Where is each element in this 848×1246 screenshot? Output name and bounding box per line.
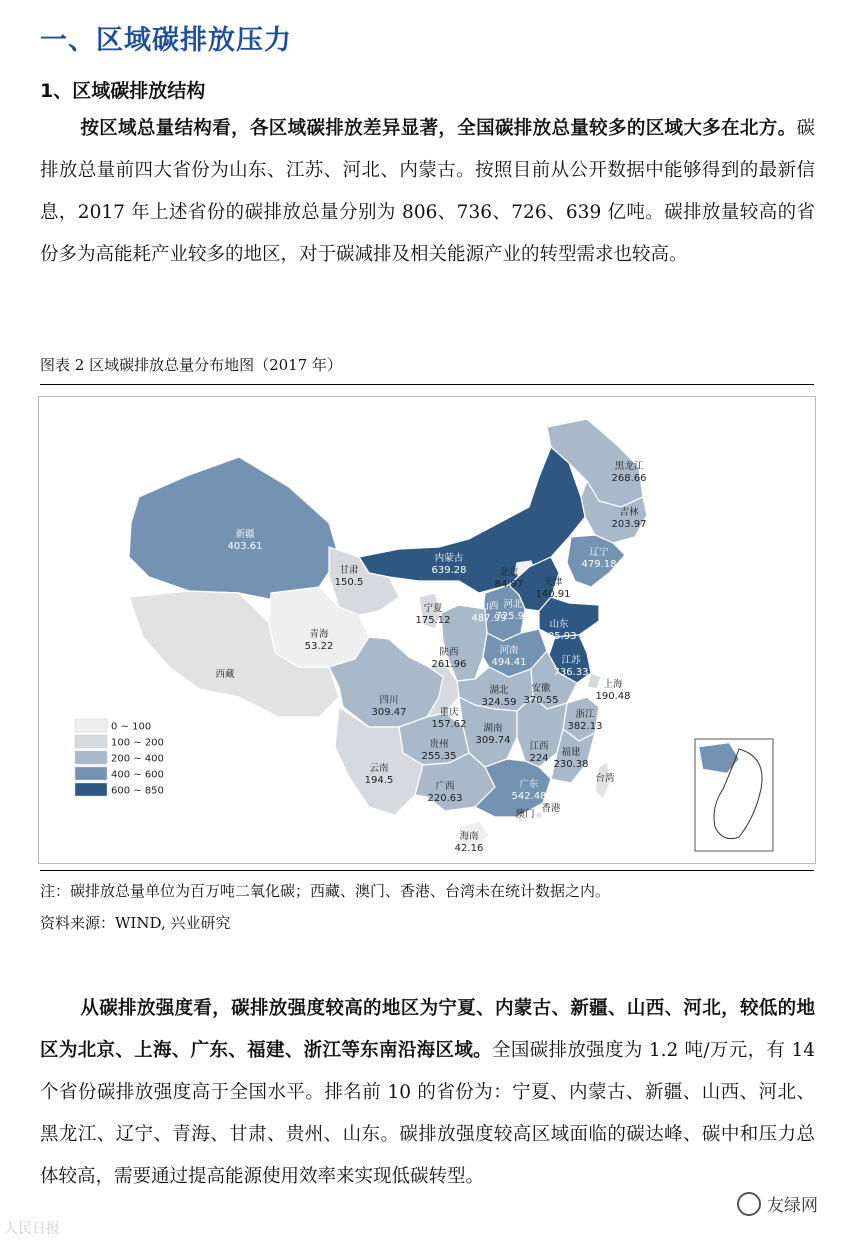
province-name-label: 湖北	[489, 685, 509, 696]
legend-label: 100 ~ 200	[111, 737, 164, 749]
province-value-label: 140.91	[535, 589, 571, 600]
province-value-label: 382.13	[567, 721, 603, 732]
province-name-label: 山东	[549, 619, 569, 630]
province-name-label: 广东	[519, 779, 539, 790]
province-17	[587, 673, 601, 689]
legend-label: 600 ~ 850	[111, 785, 164, 797]
province-value-label: 42.16	[454, 843, 484, 854]
province-value-label: 494.41	[491, 657, 527, 668]
south-china-sea-inset	[695, 739, 773, 851]
province-name-label: 陕西	[439, 647, 459, 658]
province-value-label: 268.66	[611, 473, 647, 484]
province-name-label: 河北	[503, 599, 523, 610]
legend-label: 200 ~ 400	[111, 753, 164, 765]
section-heading: 一、区域碳排放压力	[40, 25, 292, 56]
province-value-label: 194.5	[364, 775, 394, 786]
province-name-label: 广西	[435, 781, 455, 792]
province-value-label: 220.63	[427, 793, 463, 804]
province-name-label: 上海	[603, 679, 623, 690]
data-source: 资料来源：WIND, 兴业研究	[40, 914, 231, 932]
figure-caption: 图表 2 区域碳排放总量分布地图（2017 年）	[40, 356, 343, 374]
province-name-label: 福建	[561, 747, 581, 758]
map-frame	[38, 396, 816, 864]
paragraph-intensity	[40, 988, 815, 1198]
province-value-label: 150.5	[334, 577, 364, 588]
province-name-label: 山西	[479, 601, 499, 612]
province-name-label: 西藏	[215, 669, 235, 680]
map-note: 注：碳排放总量单位为百万吨二氧化碳；西藏、澳门、香港、台湾未在统计数据之内。	[40, 882, 611, 900]
china-emissions-map	[39, 397, 815, 863]
subsection-heading: 1、区域碳排放结构	[40, 80, 206, 102]
province-value-label: 487.99	[471, 613, 507, 624]
province-value-label: 805.93	[541, 631, 577, 642]
province-value-label: 230.38	[553, 759, 589, 770]
paragraph-bold-lead: 从碳排放强度看，碳排放强度较高的地区为宁夏、内蒙古、新疆、山西、河北，较低的地区为北京、上海、广东、福建、浙江等东南沿海区域。	[40, 998, 815, 1061]
watermark-left: 人民日报	[4, 1221, 60, 1237]
province-name-label: 湖南	[483, 723, 503, 734]
province-name-label: 云南	[369, 763, 389, 774]
province-value-label: 261.96	[431, 659, 467, 670]
legend-swatch	[75, 783, 107, 796]
province-name-label: 贵州	[429, 739, 449, 750]
province-name-label: 河南	[499, 645, 519, 656]
province-name-label: 重庆	[439, 707, 459, 718]
legend-swatch	[75, 767, 107, 780]
legend-swatch	[75, 735, 107, 748]
province-name-label: 内蒙古	[434, 553, 464, 564]
province-value-label: 84.97	[494, 579, 524, 590]
province-name-label: 新疆	[235, 529, 255, 540]
province-value-label: 203.97	[611, 519, 647, 530]
wechat-icon	[737, 1192, 761, 1216]
province-name-label: 香港	[541, 803, 561, 814]
watermark-right	[737, 1191, 818, 1216]
province-value-label: 190.48	[595, 691, 631, 702]
paragraph-body: 碳排放总量前四大省份为山东、江苏、河北、内蒙古。按照目前从公开数据中能够得到的最新信息，2017 年上述省份的碳排放总量分别为 806、736、726、639 亿吨。碳排放量较高的省份多为高能耗产业较多的地区，对于碳减排及相关能源产业的转型需求也较高。	[40, 118, 815, 265]
province-name-label: 澳门	[515, 809, 535, 820]
province-name-label: 吉林	[619, 507, 639, 518]
legend-swatch	[75, 719, 107, 732]
province-value-label: 224	[529, 753, 549, 764]
paragraph-structure	[40, 108, 815, 276]
province-value-label: 53.22	[304, 641, 334, 652]
province-value-label: 639.28	[431, 565, 467, 576]
province-name-label: 黑龙江	[614, 461, 644, 472]
province-value-label: 309.47	[371, 707, 407, 718]
province-name-label: 青海	[309, 629, 329, 640]
province-value-label: 175.12	[415, 615, 451, 626]
province-value-label: 157.62	[431, 719, 467, 730]
province-name-label: 江苏	[561, 655, 581, 666]
province-name-label: 台湾	[595, 773, 615, 784]
paragraph-body: 全国碳排放强度为 1.2 吨/万元，有 14 个省份碳排放强度高于全国水平。排名前 10 的省份为：宁夏、内蒙古、新疆、山西、河北、黑龙江、辽宁、青海、甘肃、贵州、山东。碳排放强度较高区域面临的碳达峰、碳中和压力总体较高，需要通过提高能源使用效率来实现低碳转型。	[40, 1040, 815, 1187]
map-bottom-rule	[40, 870, 814, 871]
province-value-label: 309.74	[475, 735, 511, 746]
legend-label: 0 ~ 100	[111, 721, 152, 733]
province-name-label: 海南	[459, 831, 479, 842]
province-value-label: 479.18	[581, 559, 617, 570]
province-name-label: 北京	[499, 567, 519, 578]
province-name-label: 辽宁	[589, 547, 609, 558]
province-name-label: 安徽	[531, 683, 551, 694]
province-name-label: 天津	[543, 577, 563, 588]
paragraph-bold-lead: 按区域总量结构看，各区域碳排放差异显著，全国碳排放总量较多的区域大多在北方。	[80, 118, 797, 139]
province-name-label: 江西	[529, 741, 549, 752]
province-value-label: 324.59	[481, 697, 517, 708]
province-value-label: 255.35	[421, 751, 457, 762]
province-value-label: 736.33	[553, 667, 589, 678]
province-name-label: 浙江	[575, 709, 595, 720]
province-name-label: 甘肃	[339, 565, 359, 576]
province-value-label: 725.92	[495, 611, 531, 622]
province-4	[129, 457, 339, 601]
province-value-label: 542.48	[511, 791, 547, 802]
province-name-label: 宁夏	[423, 603, 443, 614]
province-value-label: 403.61	[227, 541, 263, 552]
province-value-label: 370.55	[523, 695, 559, 706]
watermark-right-text: 友绿网	[767, 1196, 818, 1216]
province-name-label: 四川	[379, 695, 399, 706]
caption-rule	[40, 384, 814, 385]
legend-label: 400 ~ 600	[111, 769, 164, 781]
legend-swatch	[75, 751, 107, 764]
